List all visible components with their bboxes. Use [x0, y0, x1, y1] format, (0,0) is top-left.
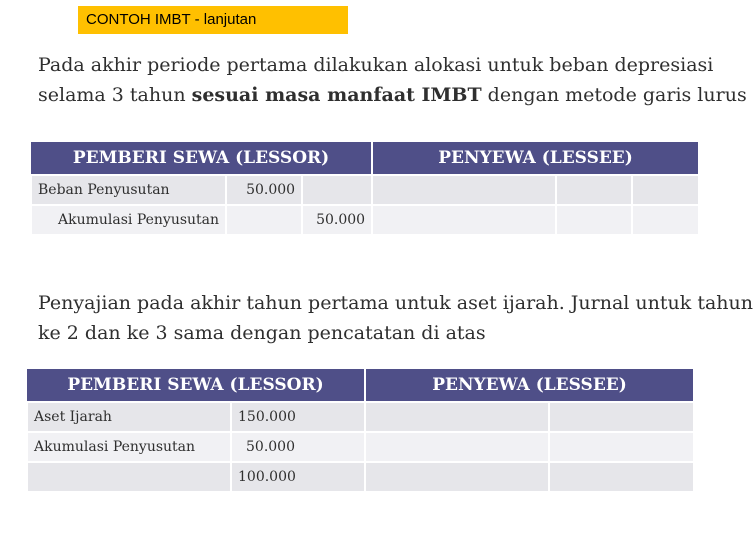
lessee-account-cell	[372, 175, 556, 205]
header-lessor: PEMBERI SEWA (LESSOR)	[31, 142, 372, 175]
table-row	[31, 205, 699, 235]
lessee-debit-cell	[556, 205, 632, 235]
lessee-account-cell	[365, 432, 549, 462]
lessee-debit-cell	[556, 175, 632, 205]
lessee-amount-cell	[549, 462, 694, 492]
table-row	[27, 432, 694, 462]
text-segment: selama 3 tahun	[38, 84, 192, 106]
account-cell: Aset Ijarah	[27, 402, 231, 432]
lessee-amount-cell	[549, 402, 694, 432]
credit-cell	[302, 175, 372, 205]
table-row	[31, 175, 699, 205]
journal-table-presentation	[26, 369, 695, 493]
account-cell: Akumulasi Penyusutan	[27, 432, 231, 462]
header-lessee: PENYEWA (LESSEE)	[372, 142, 699, 175]
header-lessee: PENYEWA (LESSEE)	[365, 369, 694, 402]
amount-cell: 100.000	[231, 462, 365, 492]
lessee-credit-cell	[632, 175, 699, 205]
journal-table-depreciation	[30, 142, 700, 236]
account-cell: Beban Penyusutan	[31, 175, 226, 205]
paragraph-line: Penyajian pada akhir tahun pertama untuk aset ijarah. Jurnal untuk tahun	[38, 292, 753, 314]
header-lessor: PEMBERI SEWA (LESSOR)	[27, 369, 365, 402]
table-row	[27, 402, 694, 432]
account-cell	[27, 462, 231, 492]
paragraph-line	[38, 80, 747, 110]
amount-cell: 50.000	[231, 432, 365, 462]
lessee-account-cell	[372, 205, 556, 235]
paragraph-presentation	[38, 288, 753, 348]
debit-cell	[226, 205, 302, 235]
debit-cell: 50.000	[226, 175, 302, 205]
paragraph-line: Pada akhir periode pertama dilakukan alokasi untuk beban depresiasi	[38, 54, 714, 76]
table-row	[27, 462, 694, 492]
lessee-account-cell	[365, 402, 549, 432]
text-segment: dengan metode garis lurus	[481, 84, 747, 106]
text-segment-bold: sesuai masa manfaat IMBT	[191, 84, 482, 106]
paragraph-line: ke 2 dan ke 3 sama dengan pencatatan di atas	[38, 322, 486, 344]
account-cell: Akumulasi Penyusutan	[31, 205, 226, 235]
paragraph-depreciation	[38, 50, 747, 110]
slide-title: CONTOH IMBT - lanjutan	[78, 6, 348, 34]
lessee-credit-cell	[632, 205, 699, 235]
credit-cell: 50.000	[302, 205, 372, 235]
amount-cell: 150.000	[231, 402, 365, 432]
lessee-amount-cell	[549, 432, 694, 462]
lessee-account-cell	[365, 462, 549, 492]
